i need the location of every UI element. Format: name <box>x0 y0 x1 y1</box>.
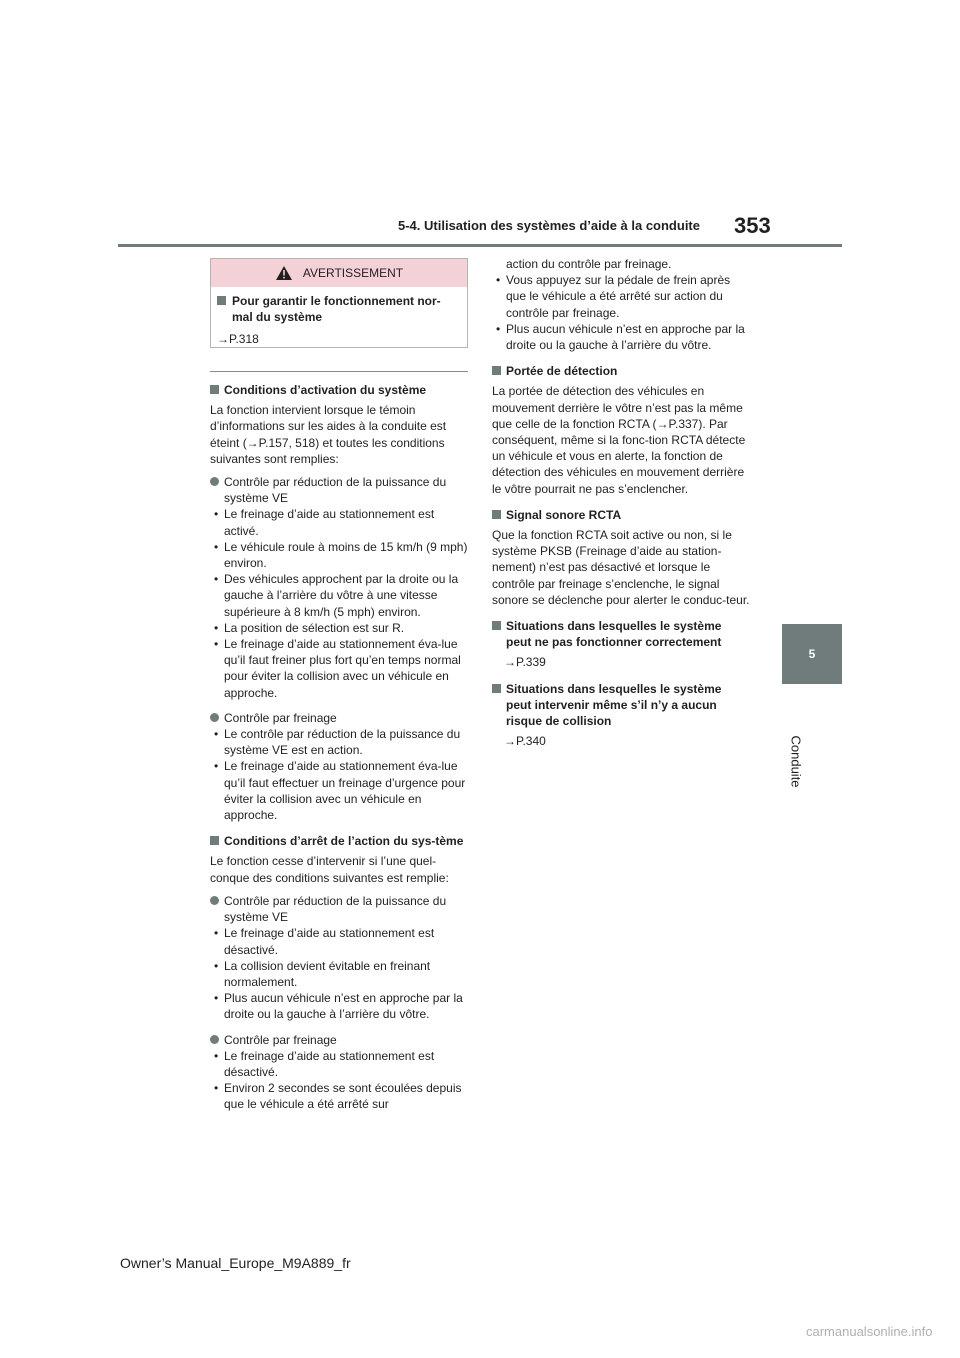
list-item: • Le contrôle par réduction de la puissance du système VE est en action. <box>210 726 468 758</box>
list-item: • La collision devient évitable en freinant normalement. <box>210 958 468 990</box>
square-bullet-icon <box>217 296 226 305</box>
warning-header <box>211 259 467 287</box>
page-ref[interactable]: →P.339 <box>504 655 546 670</box>
right-column <box>492 256 750 759</box>
list-item: • Vous appuyez sur la pédale de frein après que le véhicule a été arrêté sur action du contrôle par freinage. <box>492 272 750 321</box>
heading-detection-range <box>492 363 750 379</box>
square-bullet-icon <box>210 385 219 394</box>
list-item: • Le freinage d’aide au stationnement est désactivé. <box>210 1048 468 1080</box>
subheading-text: Contrôle par réduction de la puissance du système VE <box>224 475 447 506</box>
list-item: • Le freinage d’aide au stationnement éva-lue qu’il faut freiner plus fort qu’en temps normal pour éviter la collision avec un véhicule en approche. <box>210 636 468 701</box>
square-bullet-icon <box>492 510 501 519</box>
heading-text: Signal sonore RCTA <box>506 507 622 522</box>
list-item: • Le freinage d’aide au stationnement éva-lue qu’il faut effectuer un freinage d’urgence pour éviter la collision avec un véhicule en approche. <box>210 758 468 823</box>
square-bullet-icon <box>210 836 219 845</box>
warning-triangle-icon <box>275 265 293 281</box>
list-item: • Environ 2 secondes se sont écoulées depuis que le véhicule a été arrêté sur <box>210 1080 468 1112</box>
paragraph: Le fonction cesse d’intervenir si l’une quel-conque des conditions suivantes est remplie: <box>210 854 449 885</box>
list-item: • Le freinage d’aide au stationnement est désactivé. <box>210 925 468 957</box>
section-title: 5-4. Utilisation des systèmes d’aide à la conduite <box>398 218 700 233</box>
subheading-text: Contrôle par freinage <box>224 710 337 725</box>
circle-bullet-icon <box>210 713 219 722</box>
continued-text: action du contrôle par freinage. <box>506 257 672 271</box>
header-rule <box>118 244 842 247</box>
warning-box <box>210 258 468 348</box>
circle-bullet-icon <box>210 1035 219 1044</box>
heading-text: Portée de détection <box>506 364 618 379</box>
heading-text: Conditions d’activation du système <box>224 383 427 397</box>
warning-item-text: Pour garantir le fonctionnement nor-mal du système <box>232 294 441 324</box>
subheading <box>210 893 468 925</box>
chapter-number: 5 <box>808 647 816 661</box>
subheading-text: Contrôle par réduction de la puissance du système VE <box>224 893 447 925</box>
list-item: • Le véhicule roule à moins de 15 km/h (9 mph) environ. <box>210 539 468 571</box>
subheading <box>210 710 468 726</box>
paragraph: Que la fonction RCTA soit active ou non, si le système PKSB (Freinage d’aide au station-nement) n’est pas désactivé et lorsque le contrôle par freinage s’enclenche, le signal sonore se déclenche pour alerter le conduc-teur. <box>492 528 750 607</box>
square-bullet-icon <box>492 621 501 630</box>
footer-text: Owner’s Manual_Europe_M9A889_fr <box>120 1255 351 1271</box>
heading-rcta-buzzer <box>492 507 750 523</box>
chapter-tab <box>782 624 842 684</box>
heading-text: Situations dans lesquelles le système peut ne pas fonctionner correctement <box>506 619 722 650</box>
heading-activation <box>210 382 468 398</box>
subheading <box>210 474 468 506</box>
heading-may-operate <box>492 681 750 730</box>
subheading-text: Contrôle par freinage <box>224 1032 337 1047</box>
list-item: • Plus aucun véhicule n’est en approche par la droite ou la gauche à l’arrière du vôtre. <box>492 321 750 353</box>
list-item: • La position de sélection est sur R. <box>210 620 468 636</box>
watermark: carmanualsonline.info <box>806 1324 933 1339</box>
paragraph: La portée de détection des véhicules en mouvement derrière le vôtre n’est pas la même que celle de la fonction RCTA (→P.337). Par conséquent, même si la fonc-tion RCTA détecte un véhicule et vous en alerte, la fonction de détection des véhicules en mouvement derrière le vôtre pourrait ne pas s’enclencher. <box>492 384 746 496</box>
square-bullet-icon <box>492 684 501 693</box>
heading-stop <box>210 833 468 849</box>
circle-bullet-icon <box>210 896 219 905</box>
warning-title: AVERTISSEMENT <box>302 266 404 280</box>
square-bullet-icon <box>492 366 501 375</box>
heading-may-not-operate <box>492 618 750 650</box>
circle-bullet-icon <box>210 477 219 486</box>
list-item: • Des véhicules approchent par la droite ou la gauche à l’arrière du vôtre à une vitesse supérieure à 8 km/h (5 mph) environ. <box>210 571 468 620</box>
paragraph: La fonction intervient lorsque le témoin d’informations sur les aides à la conduite est éteint (→P.157, 518) et toutes les conditions suivantes sont remplies: <box>210 403 447 466</box>
page-ref[interactable]: →P.340 <box>504 734 546 749</box>
chapter-label: Conduite <box>788 735 804 788</box>
subheading <box>210 1032 468 1048</box>
warning-item <box>217 293 459 325</box>
left-column <box>210 371 468 1113</box>
list-item: • Le freinage d’aide au stationnement est activé. <box>210 506 468 538</box>
heading-text: Situations dans lesquelles le système peut intervenir même s’il n’y a aucun risque de collision <box>506 681 722 729</box>
warning-page-ref[interactable]: →P.318 <box>217 332 259 346</box>
heading-text: Conditions d’arrêt de l’action du sys-tème <box>224 834 464 849</box>
page-number: 353 <box>734 213 771 238</box>
list-item: • Plus aucun véhicule n’est en approche par la droite ou la gauche à l’arrière du vôtre. <box>210 990 468 1022</box>
